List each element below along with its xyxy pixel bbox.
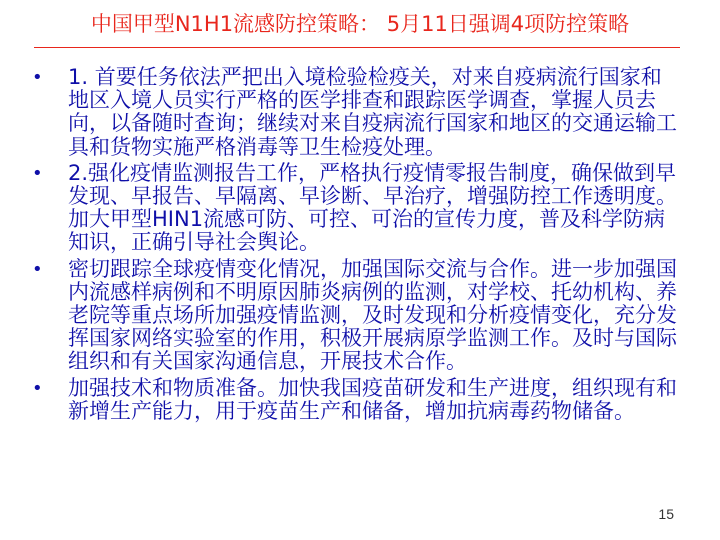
bullet-list: [30, 66, 680, 426]
title-divider: [34, 47, 680, 48]
bullet-text-2: 2.强化疫情监测报告工作，严格执行疫情零报告制度，确保做到早发现、早报告、早隔离、早诊断、早治疗，增强防控工作透明度。加大甲型HIN1流感可防、可控、可治的宣传力度，普及科学防病知识，正确引导社会舆论。: [68, 160, 677, 255]
bullet-text-1: 1. 首要任务依法严把出入境检验检疫关，对来自疫病流行国家和地区入境人员实行严格的医学排查和跟踪医学调查，掌握人员去向，以备随时查询；继续对来自疫病流行国家和地区的交通运输工具和货物实施严格消毒等卫生检疫处理。: [68, 65, 677, 159]
bullet-item-4: [30, 377, 680, 423]
bullet-item-3: [30, 258, 680, 374]
bullet-text-4: 加强技术和物质准备。加快我国疫苗研发和生产进度，组织现有和新增生产能力，用于疫苗生产和储备，增加抗病毒药物储备。: [68, 375, 677, 423]
bullet-marker: •: [32, 162, 43, 184]
bullet-item-1: [30, 66, 680, 159]
bullet-marker: •: [32, 258, 43, 280]
bullet-marker: •: [32, 67, 43, 88]
bullet-item-2: [30, 162, 680, 255]
page-number: 15: [658, 506, 674, 522]
bullet-marker: •: [32, 377, 43, 399]
slide-title: 中国甲型N1H1流感防控策略： 5月11日强调4项防控策略: [90, 12, 630, 36]
bullet-text-3: 密切跟踪全球疫情变化情况，加强国际交流与合作。进一步加强国内流感样病例和不明原因肺炎病例的监测，对学校、托幼机构、养老院等重点场所加强疫情监测，及时发现和分析疫情变化，充分发挥国家网络实验室的作用，积极开展病原学监测工作。及时与国际组织和有关国家沟通信息，开展技术合作。: [68, 256, 677, 374]
